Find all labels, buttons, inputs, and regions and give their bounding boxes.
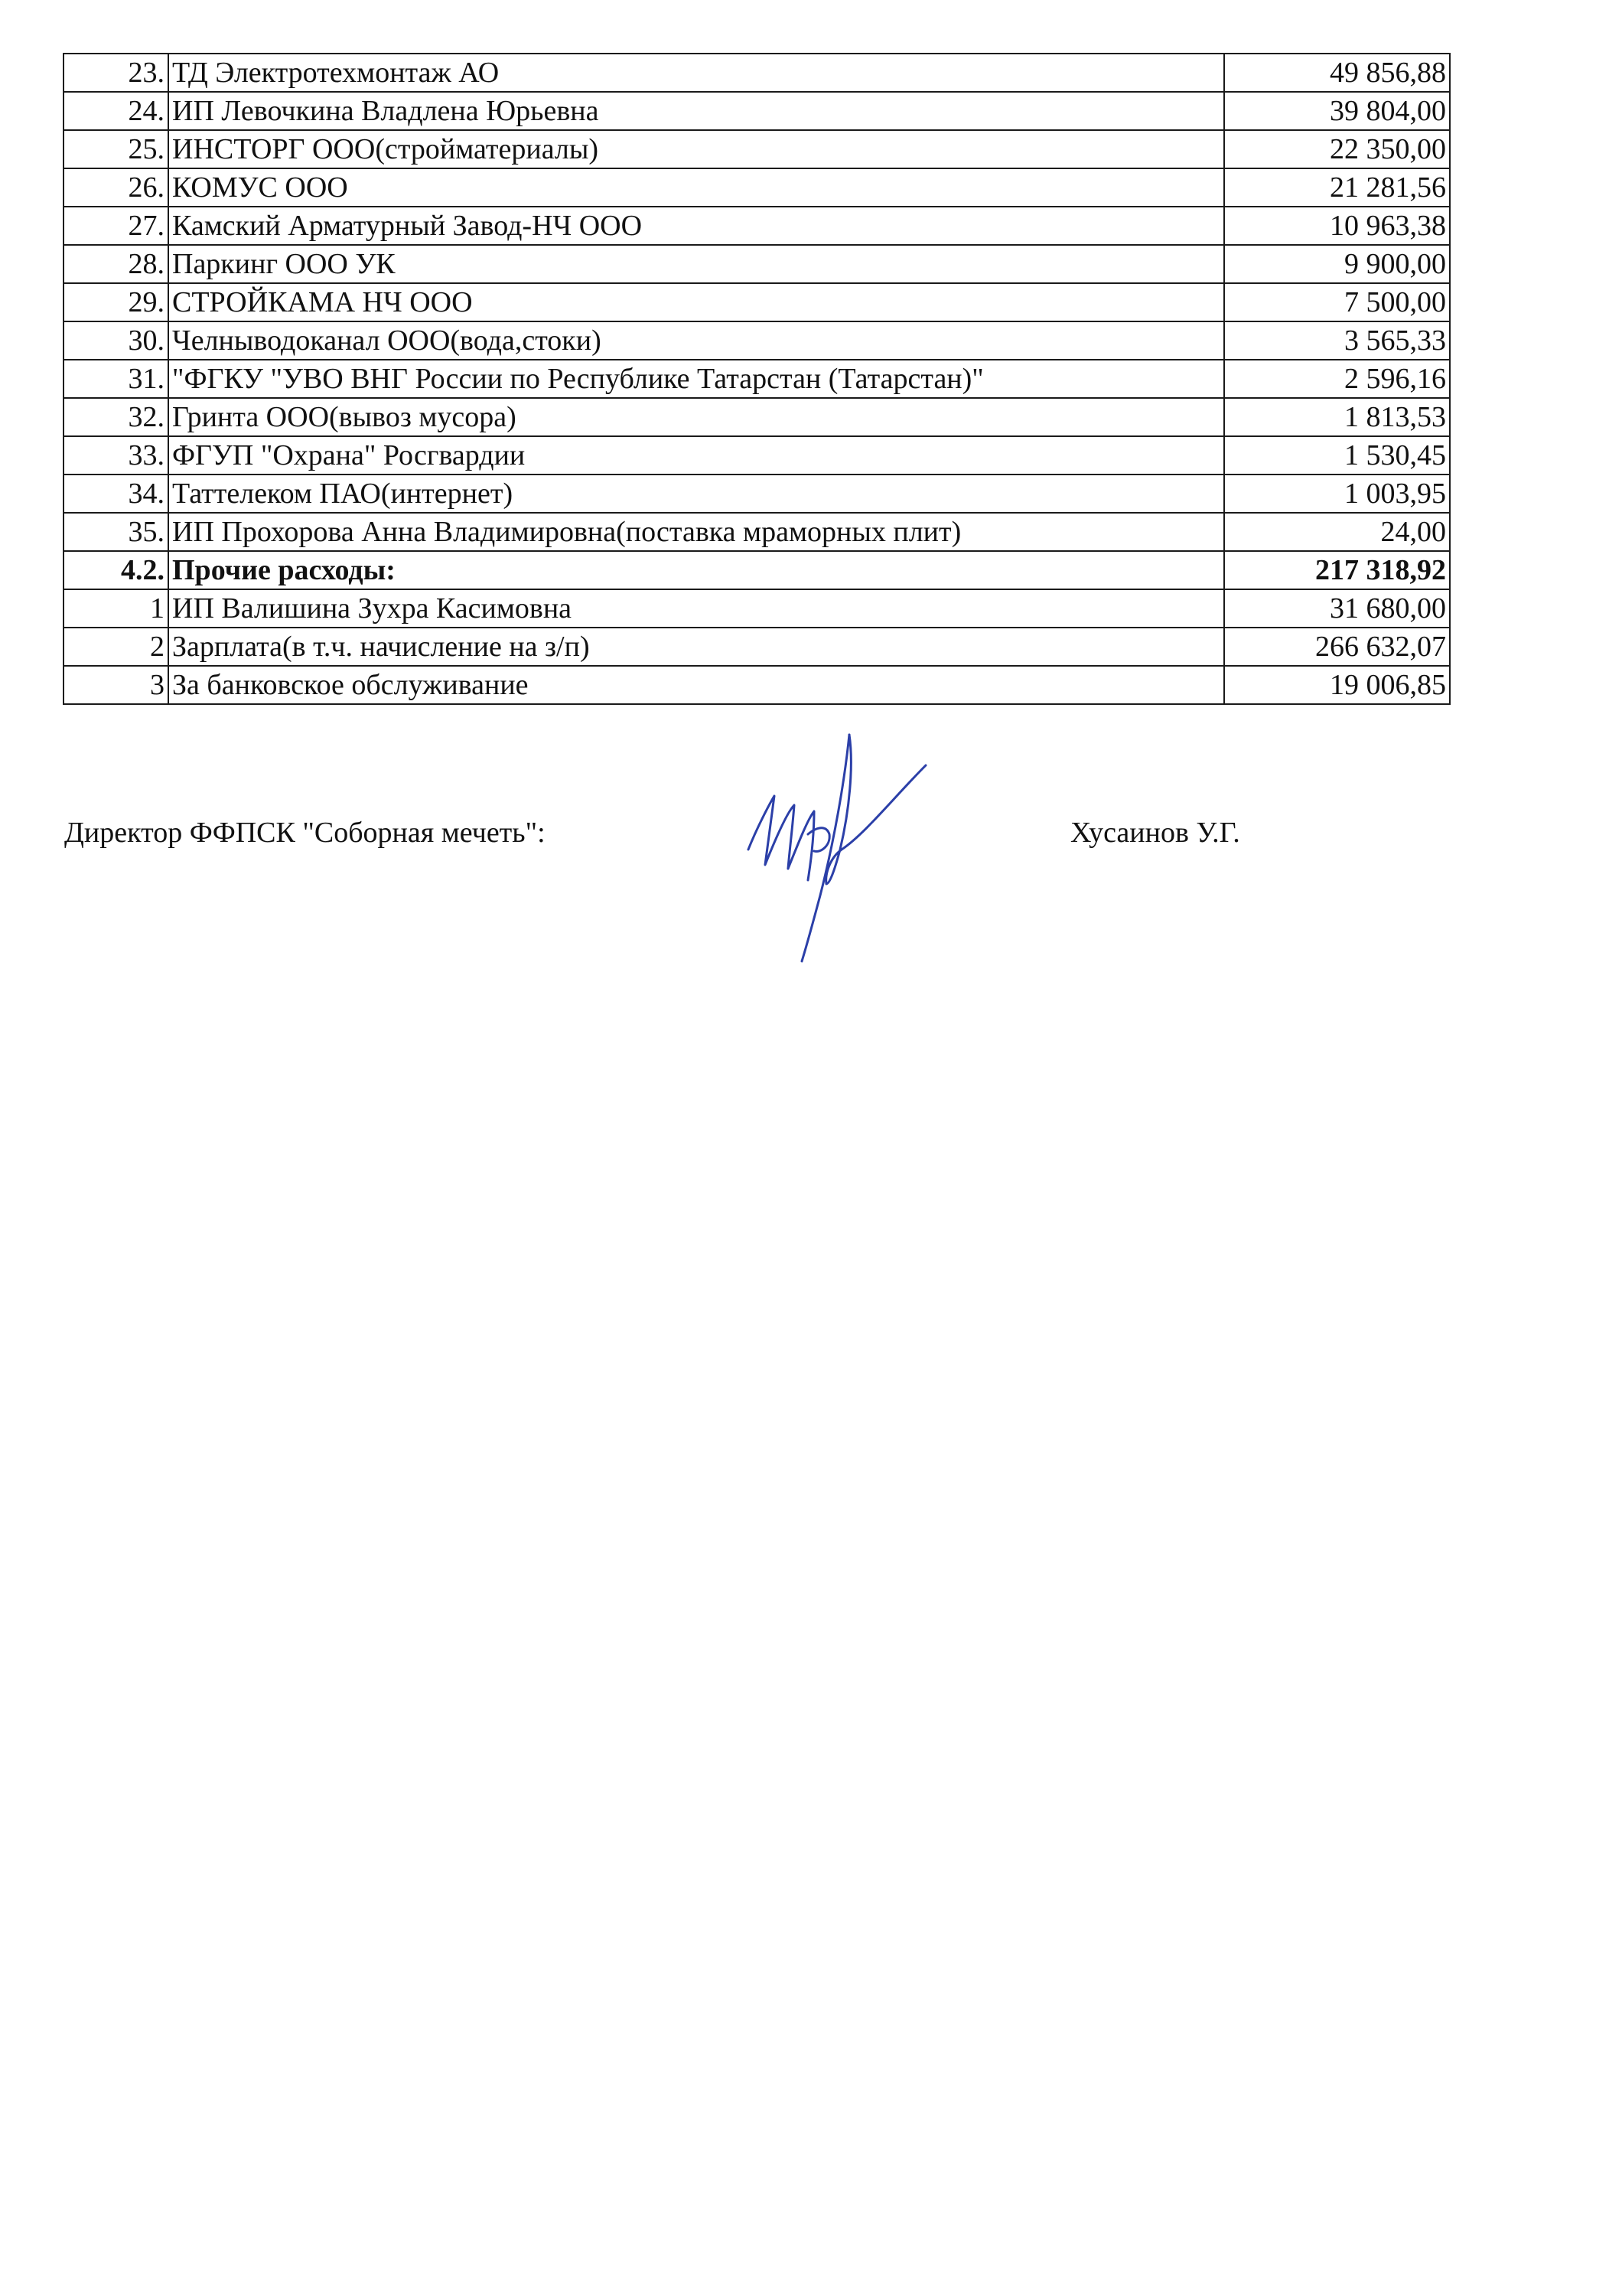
row-number: 30. [64, 321, 168, 360]
row-number: 32. [64, 398, 168, 436]
table-row [64, 245, 1450, 283]
row-amount: 1 813,53 [1224, 398, 1450, 436]
table-row [64, 513, 1450, 551]
table-row [64, 130, 1450, 168]
table-row [64, 360, 1450, 398]
row-amount: 9 900,00 [1224, 245, 1450, 283]
row-name: За банковское обслуживание [168, 666, 1224, 704]
row-number: 34. [64, 475, 168, 513]
row-amount: 266 632,07 [1224, 628, 1450, 666]
section-header-row [64, 551, 1450, 589]
row-name: ФГУП "Охрана" Росгвардии [168, 436, 1224, 475]
row-name: ИП Прохорова Анна Владимировна(поставка мраморных плит) [168, 513, 1224, 551]
table-row [64, 398, 1450, 436]
handwritten-signature [734, 719, 941, 964]
table-row [64, 283, 1450, 321]
row-name: Паркинг ООО УК [168, 245, 1224, 283]
row-amount: 39 804,00 [1224, 92, 1450, 130]
table-row [64, 92, 1450, 130]
table-row [64, 628, 1450, 666]
row-number: 35. [64, 513, 168, 551]
row-number: 2 [64, 628, 168, 666]
row-amount: 19 006,85 [1224, 666, 1450, 704]
section-total: 217 318,92 [1224, 551, 1450, 589]
director-label: Директор ФФПСК "Соборная мечеть": [64, 817, 546, 849]
row-name: ИП Валишина Зухра Касимовна [168, 589, 1224, 628]
row-number: 28. [64, 245, 168, 283]
row-amount: 31 680,00 [1224, 589, 1450, 628]
row-name: Челныводоканал ООО(вода,стоки) [168, 321, 1224, 360]
row-amount: 1 530,45 [1224, 436, 1450, 475]
row-number: 25. [64, 130, 168, 168]
director-name: Хусаинов У.Г. [1070, 817, 1240, 849]
table-row [64, 436, 1450, 475]
row-name: СТРОЙКАМА НЧ ООО [168, 283, 1224, 321]
row-amount: 3 565,33 [1224, 321, 1450, 360]
section-number: 4.2. [64, 551, 168, 589]
table-row [64, 168, 1450, 207]
table-row [64, 207, 1450, 245]
row-name: "ФГКУ "УВО ВНГ России по Республике Татарстан (Татарстан)" [168, 360, 1224, 398]
row-number: 3 [64, 666, 168, 704]
row-name: ИНСТОРГ ООО(стройматериалы) [168, 130, 1224, 168]
row-amount: 2 596,16 [1224, 360, 1450, 398]
row-name: Камский Арматурный Завод-НЧ ООО [168, 207, 1224, 245]
row-name: Таттелеком ПАО(интернет) [168, 475, 1224, 513]
row-amount: 7 500,00 [1224, 283, 1450, 321]
table-row [64, 589, 1450, 628]
row-name: ИП Левочкина Владлена Юрьевна [168, 92, 1224, 130]
row-name: Зарплата(в т.ч. начисление на з/п) [168, 628, 1224, 666]
row-number: 26. [64, 168, 168, 207]
row-amount: 24,00 [1224, 513, 1450, 551]
row-amount: 21 281,56 [1224, 168, 1450, 207]
row-amount: 10 963,38 [1224, 207, 1450, 245]
row-number: 33. [64, 436, 168, 475]
row-amount: 22 350,00 [1224, 130, 1450, 168]
row-number: 1 [64, 589, 168, 628]
row-number: 24. [64, 92, 168, 130]
row-name: КОМУС ООО [168, 168, 1224, 207]
section-title: Прочие расходы: [168, 551, 1224, 589]
row-name: Гринта ООО(вывоз мусора) [168, 398, 1224, 436]
row-amount: 49 856,88 [1224, 54, 1450, 92]
row-amount: 1 003,95 [1224, 475, 1450, 513]
table-row [64, 321, 1450, 360]
table-row [64, 54, 1450, 92]
table-row [64, 666, 1450, 704]
row-number: 31. [64, 360, 168, 398]
expense-table [63, 53, 1451, 705]
row-number: 27. [64, 207, 168, 245]
row-number: 29. [64, 283, 168, 321]
row-number: 23. [64, 54, 168, 92]
table-row [64, 475, 1450, 513]
row-name: ТД Электротехмонтаж АО [168, 54, 1224, 92]
